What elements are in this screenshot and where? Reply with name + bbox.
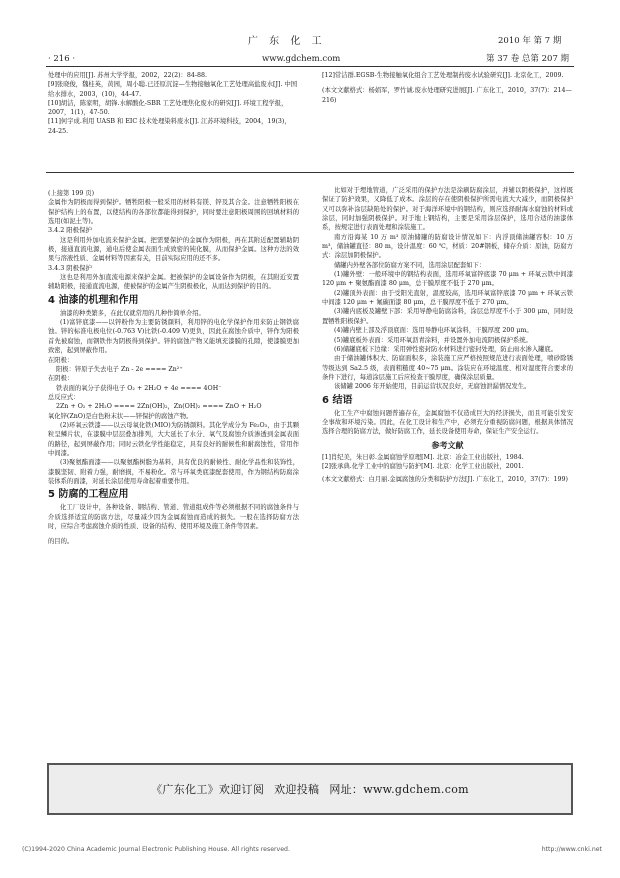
page-number: · 216 ·: [48, 54, 76, 64]
left-column: [48, 189, 299, 547]
page-footer: [22, 846, 602, 853]
issue-date: 2010 年 第 7 期: [498, 36, 562, 46]
reference-item: [1]肖纪美，朱日彰.金属腐蚀学原理[M]. 北京：冶金工业出版社，1984.: [322, 453, 524, 461]
paragraph: (3)罐内底板及罐壁下部：采用导静电防腐涂料，涂层总厚度不小于 300 μm，同时设置牺牲阳极保护。: [322, 308, 573, 325]
paragraph: (5)罐底板外表面：采用环氧沥青涂料，并设置外加电流阴极保护系统。: [334, 336, 532, 344]
article-citation: (本文文献格式：杨娟军，罗竹诚.废水处理研究进展[J]. 广东化工，2010，37(7)：214—216): [322, 87, 572, 104]
top-references-left: [48, 71, 300, 136]
subsection-heading: 3.4.2 阳极保护: [48, 226, 92, 235]
formula-line: 在阳极：: [48, 356, 74, 364]
paragraph: 这是利用外加电流来保护金属。把需要保护的金属作为阳极，再在其附近配置辅助阴极，接通直流电源，通电后使金属表面生成致密的钝化膜，从而保护金属。这种方法的效果与溶液性质、金属材料等因素有关，目前实际应用的还不多。: [48, 236, 299, 263]
formula-line: 2Zn + O₂ + 2H₂O ==== 2Zn(OH)₂，Zn(OH)₂ ==== ZnO + H₂O: [56, 403, 262, 411]
article-citation: (本文文献格式：白月丽.金属腐蚀的分类和防护方法[J]. 广东化工，2010，37(7)：199): [322, 476, 568, 484]
subsection-heading: 3.4.3 阴极保护: [48, 263, 92, 272]
top-references-right: [322, 71, 574, 105]
paragraph: 由于储油罐体积大、防腐面积多，涂装施工应严格按照规范进行表面处理，喷砂除锈等级达到 Sa2.5 级，表面粗糙度 40~75 μm。涂装应在环境温度、相对湿度符合要求的条件下进行，每道涂层施工后应检查干膜厚度，确保涂层质量。: [322, 355, 573, 381]
paragraph: 南方沿海某 10 万 m³ 原油储罐的防腐设计情况如下：内浮顶储油罐容积：10 万 m³，储油罐直径：80 m，设计温度：60 ℃，材质：20#钢板，储存介质：原油，防腐方式：涂层加阴极保护。: [322, 233, 573, 260]
subscription-banner: [47, 763, 573, 815]
paragraph: 这也是利用外加直流电源来保护金属。把被保护的金属设备作为阴极，在其附近安置辅助阳极，接通直流电源，使被保护的金属产生阴极极化，从而达到保护的目的。: [48, 274, 299, 291]
journal-website: www.gdchem.com: [262, 54, 341, 64]
header-rule: [46, 66, 574, 67]
paragraph: (2)罐顶外表面：由于受阳光直射，温度较高，选用环氧富锌底漆 70 μm + 环氧云铁中间漆 120 μm + 氟碳面漆 80 μm，总干膜厚度不低于 270 μm。: [322, 289, 573, 307]
paragraph: 比如对于埋地管道，广泛采用的保护方法是涂刷防腐涂层，并辅以阴极保护，这样既保证了防护效果，又降低了成本。涂层的存在使阴极保护所需电流大大减少，而阴极保护又可以弥补涂层缺陷处的保护。对于海洋环境中的钢结构，则应选择耐海水腐蚀的材料或涂层，同时加强阴极保护。对于地上钢结构，主要是采用涂层保护，选用合适的油漆体系，按规定进行表面处理和涂装施工。: [322, 187, 573, 232]
formula-line: 铁表面的氧分子获得电子 O₂ + 2H₂O + 4e ==== 4OH⁻: [56, 384, 222, 392]
paragraph: (3)聚氨酯面漆——以聚氨酯树脂为基料，具有优良的耐候性、耐化学品性和装饰性，漆膜坚韧、附着力强，耐磨损，不易粉化。常与环氧类底漆配套使用，作为钢结构防腐涂装体系的面漆，对延长涂层使用寿命起着重要作用。: [48, 459, 299, 485]
paragraph: (4)罐内壁上部及浮顶底面：选用导静电环氧涂料，干膜厚度 200 μm。: [334, 327, 533, 335]
continued-marker: (上接第 199 页): [48, 190, 95, 197]
formula-line: 总反应式：: [48, 393, 80, 401]
section-heading: 4 油漆的机理和作用: [48, 294, 139, 306]
paragraph: (1)罐外壁：一般环境中的钢结构表面，选用环氧富锌底漆 70 μm + 环氧云铁中间漆 120 μm + 聚氨酯面漆 80 μm，总干膜厚度不低于 270 μm。: [322, 271, 573, 288]
formula-line: 阳极：锌原子失去电子 Zn - 2e ==== Zn²⁺: [56, 365, 183, 373]
reference-item: [10]胡洁，陈家明，胡锋.水解酸化-SBR 工艺处理焦化废水的研究[J]. 环境工程学报，2007，1(1)，47-50.: [48, 99, 288, 117]
banner-submit-text: 欢迎投稿: [274, 783, 320, 796]
reference-item: [9]张晓俊，魏桂英，黄园，周小聪.已还原沉淀—生物接触氧化工艺处理高盐废水[J]. 中国给水排水，2003，(10)，44-47.: [48, 81, 298, 98]
paragraph: 储罐内外壁各部位防腐方案不同，选用涂层配套如下：: [334, 261, 486, 269]
section-divider: [46, 172, 574, 173]
paragraph: (6)储罐底板下边缘：采用弹性密封防水材料进行密封处理，防止雨水渗入罐底。: [334, 345, 558, 353]
paragraph: 化工生产中腐蚀问题普遍存在，金属腐蚀不仅造成巨大的经济损失，而且可能引发安全事故和环境污染。因此，在化工设计和生产中，必须充分重视防腐问题，根据具体情况选择合理的防腐方法，做好防腐工作，延长设备使用寿命，保证生产安全运行。: [322, 409, 573, 436]
cnki-link[interactable]: http://www.cnki.net: [541, 846, 602, 853]
paragraph: 的目的。: [48, 538, 74, 546]
formula-line: 氧化锌(ZnO)是白色粉末状——锌保护的腐蚀产物。: [48, 412, 193, 420]
volume-info: 第 37 卷 总第 207 期: [486, 54, 570, 64]
reference-item: [12]常洁群.EGSB-生物接触氧化组合工艺处理制药废水试验研究[J]. 北京化工，2009.: [322, 72, 564, 79]
journal-name: 广 东 化 工: [248, 36, 326, 47]
reference-item: [11]何宇成.利用 UASB 和 EIC 技术处理染料废水[J]. 江苏环境科技，2004，19(3)，24-25.: [48, 118, 291, 135]
paragraph: (1)富锌底漆——以锌粉作为主要防锈颜料，利用锌的电化学保护作用来防止钢铁腐蚀。锌的标准电极电位(-0.763 V)比铁(-0.409 V)更负，因此在腐蚀介质中，锌作为阳极首先被腐蚀，而钢铁作为阴极得到保护。锌的腐蚀产物又能填充漆膜的孔隙，使漆膜更加致密，起到屏蔽作用。: [48, 319, 299, 355]
paragraph: 金属作为阴极而得到保护。牺牲阳极一般采用的材料有镁、锌及其合金。注意牺牲阳极在保护结构上的布置，以使结构的各部位都能得到保护，同时要注意阳极周围的回填材料的选用(如泥土等)。: [48, 199, 299, 226]
banner-website-text[interactable]: 网址：www.gdchem.com: [329, 783, 469, 796]
reference-item: 处理中的应用[J]. 苏州大学学报，2002，22(2)：84-88.: [48, 72, 208, 79]
paragraph: 化工厂设计中，各种设备、钢结构、管道、管道组成件等必须根据不同的腐蚀条件与介质选择适宜的防腐方法，尽量减少因为金属腐蚀而造成的损失。一般在选择防腐方法时，应综合考虑腐蚀介质的性质、设备的结构、使用环境及施工条件等因素。: [48, 504, 299, 530]
paragraph: 油漆的种类繁多，在此仅就常用的几种作简单介绍。: [60, 309, 205, 317]
formula-line: 在阴极：: [48, 375, 74, 383]
right-column: [322, 186, 573, 485]
section-heading: 6 结语: [322, 394, 353, 406]
reference-item: [2]张承典.化学工业中的腐蚀与防护[M]. 北京：化学工业出版社，2001.: [322, 462, 524, 470]
banner-subscribe-text: 《广东化工》欢迎订阅: [151, 783, 265, 796]
paragraph: 该储罐 2006 年开始使用，目前运营状况良好，无腐蚀泄漏情况发生。: [334, 383, 531, 391]
copyright-notice: (C)1994-2020 China Academic Journal Electronic Publishing House. All rights reserved.: [22, 846, 290, 853]
references-title: 参考文献: [431, 439, 464, 450]
section-heading: 5 防腐的工程应用: [48, 489, 129, 501]
paragraph: (2)环氧云铁漆——以云母氧化铁(MIO)为防锈颜料。其化学成分为 Fe₂O₃，由于其颗粒呈鳞片状，在漆膜中层层叠加排列，大大延长了水分、氧气及腐蚀介质渗透到金属表面的路径，起到屏蔽作用；同时云铁化学性能稳定，具有良好的耐候性和耐腐蚀性，常用作中间漆。: [48, 421, 299, 457]
